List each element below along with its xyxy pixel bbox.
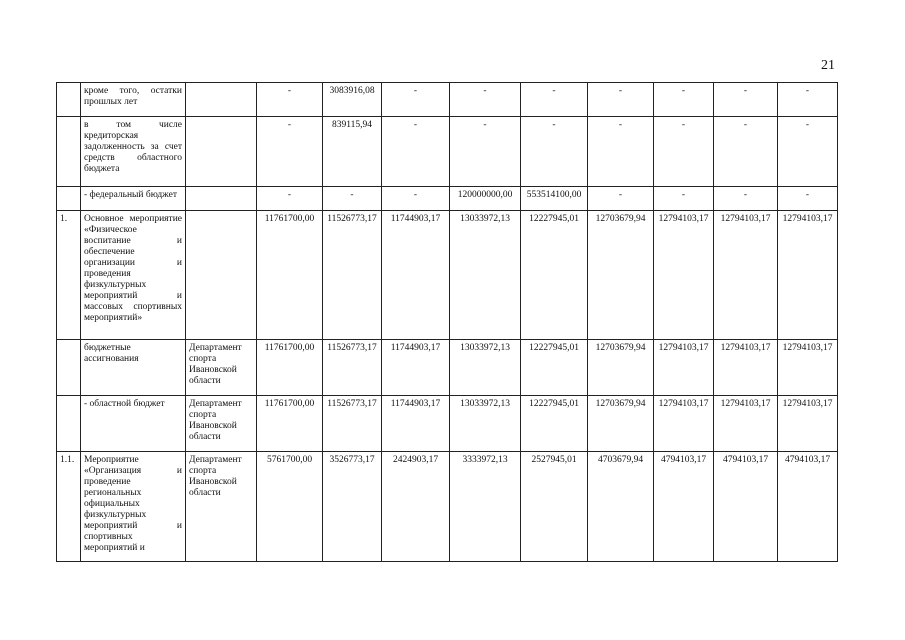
row-description-cell: - федеральный бюджет	[81, 187, 186, 211]
value-cell: -	[257, 83, 323, 117]
value-cell: 11761700,00	[257, 340, 323, 396]
row-executor-cell: Департамент спорта Ивановской области	[186, 340, 257, 396]
value-cell: 4703679,94	[588, 452, 654, 562]
value-cell: -	[521, 117, 588, 187]
value-cell: 12227945,01	[521, 340, 588, 396]
value-cell: -	[714, 187, 778, 211]
row-executor-cell	[186, 211, 257, 340]
table-row	[57, 187, 838, 211]
value-cell: 12703679,94	[588, 340, 654, 396]
row-number-cell: 1.1.	[57, 452, 81, 562]
value-cell: -	[778, 117, 838, 187]
value-cell: -	[714, 83, 778, 117]
value-cell: -	[257, 187, 323, 211]
value-cell: 12703679,94	[588, 396, 654, 452]
value-cell: 13033972,13	[450, 396, 521, 452]
row-description-cell: - областной бюджет	[81, 396, 186, 452]
value-cell: 2527945,01	[521, 452, 588, 562]
row-executor-cell: Департамент спорта Ивановской области	[186, 452, 257, 562]
value-cell: -	[382, 83, 450, 117]
value-cell: 3083916,08	[323, 83, 382, 117]
table-row	[57, 340, 838, 396]
value-cell: 12794103,17	[714, 211, 778, 340]
value-cell: -	[714, 117, 778, 187]
row-number-cell	[57, 117, 81, 187]
row-executor-cell	[186, 83, 257, 117]
row-executor-cell: Департамент спорта Ивановской области	[186, 396, 257, 452]
value-cell: -	[654, 117, 714, 187]
value-cell: -	[778, 187, 838, 211]
value-cell: 5761700,00	[257, 452, 323, 562]
value-cell: 12794103,17	[714, 340, 778, 396]
value-cell: 3333972,13	[450, 452, 521, 562]
value-cell: -	[521, 83, 588, 117]
value-cell: 11526773,17	[323, 396, 382, 452]
value-cell: 4794103,17	[654, 452, 714, 562]
value-cell: -	[588, 187, 654, 211]
value-cell: 11744903,17	[382, 340, 450, 396]
value-cell: -	[257, 117, 323, 187]
value-cell: 12794103,17	[654, 396, 714, 452]
table-row	[57, 211, 838, 340]
value-cell: 12794103,17	[714, 396, 778, 452]
value-cell: -	[778, 83, 838, 117]
budget-table	[56, 82, 838, 562]
value-cell: 12794103,17	[778, 396, 838, 452]
row-executor-cell	[186, 117, 257, 187]
value-cell: -	[588, 83, 654, 117]
value-cell: 839115,94	[323, 117, 382, 187]
value-cell: 12227945,01	[521, 396, 588, 452]
row-number-cell	[57, 83, 81, 117]
row-description-cell: кроме того, остатки прошлых лет	[81, 83, 186, 117]
value-cell: 12794103,17	[778, 340, 838, 396]
row-number-cell	[57, 340, 81, 396]
value-cell: 2424903,17	[382, 452, 450, 562]
value-cell: 553514100,00	[521, 187, 588, 211]
value-cell: 120000000,00	[450, 187, 521, 211]
row-number-cell	[57, 396, 81, 452]
value-cell: -	[654, 187, 714, 211]
value-cell: 12794103,17	[654, 211, 714, 340]
value-cell: 12227945,01	[521, 211, 588, 340]
row-description-cell: Основное мероприятие «Физическое воспитание и обеспечение организации и проведения физкультурных мероприятий и массовых спортивных мероприятий»	[81, 211, 186, 340]
value-cell: 4794103,17	[714, 452, 778, 562]
value-cell: 3526773,17	[323, 452, 382, 562]
row-description-cell: Мероприятие «Организация и проведение региональных официальных физкультурных мероприятий и спортивных мероприятий и	[81, 452, 186, 562]
value-cell: -	[382, 117, 450, 187]
value-cell: 11761700,00	[257, 211, 323, 340]
page-number: 21	[821, 58, 835, 73]
value-cell: 4794103,17	[778, 452, 838, 562]
table-row	[57, 452, 838, 562]
value-cell: 11744903,17	[382, 211, 450, 340]
value-cell: -	[450, 117, 521, 187]
value-cell: 11526773,17	[323, 211, 382, 340]
value-cell: -	[382, 187, 450, 211]
value-cell: 11761700,00	[257, 396, 323, 452]
row-number-cell: 1.	[57, 211, 81, 340]
row-executor-cell	[186, 187, 257, 211]
value-cell: -	[588, 117, 654, 187]
value-cell: -	[323, 187, 382, 211]
table-row	[57, 83, 838, 117]
value-cell: 13033972,13	[450, 340, 521, 396]
table-row	[57, 396, 838, 452]
row-number-cell	[57, 187, 81, 211]
value-cell: 12703679,94	[588, 211, 654, 340]
value-cell: 12794103,17	[778, 211, 838, 340]
value-cell: 12794103,17	[654, 340, 714, 396]
value-cell: 11744903,17	[382, 396, 450, 452]
value-cell: 11526773,17	[323, 340, 382, 396]
value-cell: -	[654, 83, 714, 117]
value-cell: 13033972,13	[450, 211, 521, 340]
value-cell: -	[450, 83, 521, 117]
table-row	[57, 117, 838, 187]
row-description-cell: бюджетные ассигнования	[81, 340, 186, 396]
row-description-cell: в том числе кредиторская задолженность за счет средств областного бюджета	[81, 117, 186, 187]
